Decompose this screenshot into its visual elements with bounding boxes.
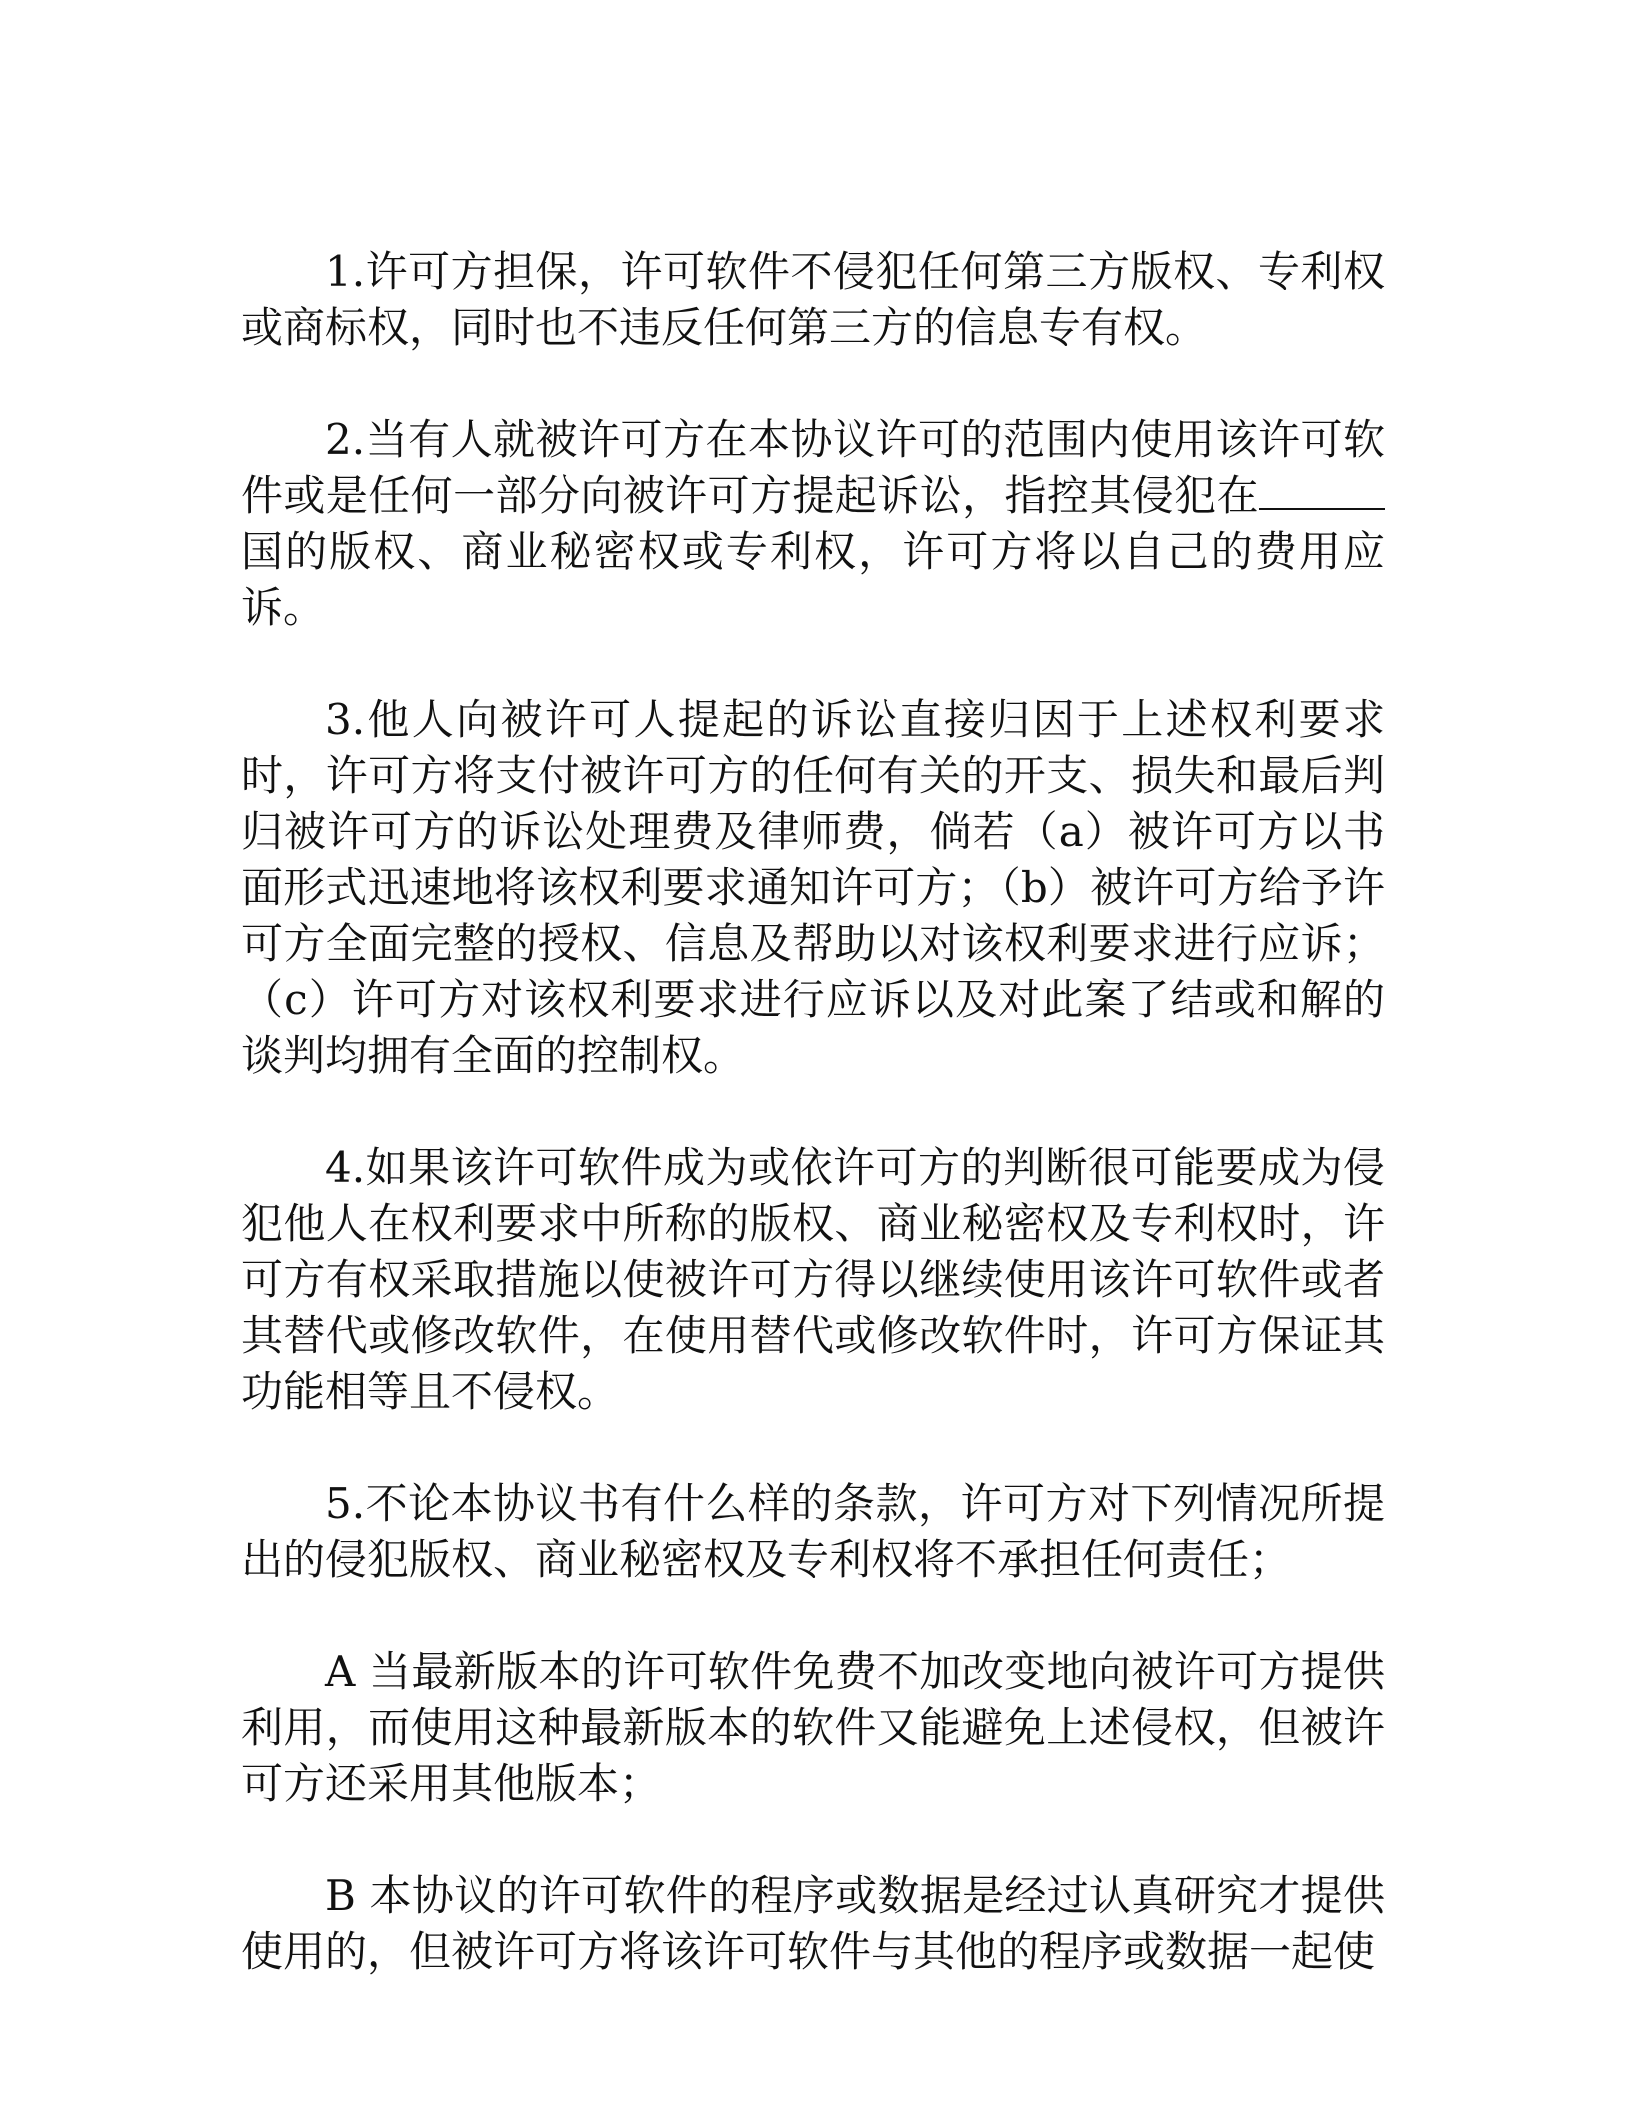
clause-2-text-before-blank: 2.当有人就被许可方在本协议许可的范围内使用该许可软件或是任何一部分向被许可方提起诉讼，指控其侵犯在 — [241, 415, 1385, 520]
clause-4-paragraph: 4.如果该许可软件成为或依许可方的判断很可能要成为侵犯他人在权利要求中所称的版权、商业秘密权及专利权时，许可方有权采取措施以使被许可方得以继续使用该许可软件或者其替代或修改软件，在使用替代或修改软件时，许可方保证其功能相等且不侵权。 — [241, 1143, 1385, 1416]
clause-5b-paragraph: B 本协议的许可软件的程序或数据是经过认真研究才提供使用的，但被许可方将该许可软件与其他的程序或数据一起使 — [241, 1871, 1385, 1976]
clause-2-paragraph — [241, 412, 1385, 636]
clause-5-paragraph: 5.不论本协议书有什么样的条款，许可方对下列情况所提出的侵犯版权、商业秘密权及专利权将不承担任何责任； — [241, 1479, 1385, 1584]
clause-3-paragraph: 3.他人向被许可人提起的诉讼直接归因于上述权利要求时，许可方将支付被许可方的任何有关的开支、损失和最后判归被许可方的诉讼处理费及律师费，倘若（a）被许可方以书面形式迅速地将该权利要求通知许可方；（b）被许可方给予许可方全面完整的授权、信息及帮助以对该权利要求进行应诉；（c）许可方对该权利要求进行应诉以及对此案了结或和解的谈判均拥有全面的控制权。 — [241, 695, 1385, 1080]
document-page — [241, 244, 1385, 1980]
clause-1-paragraph: 1.许可方担保，许可软件不侵犯任何第三方版权、专利权或商标权，同时也不违反任何第三方的信息专有权。 — [241, 247, 1385, 352]
clause-5a-paragraph: A 当最新版本的许可软件免费不加改变地向被许可方提供利用，而使用这种最新版本的软件又能避免上述侵权，但被许可方还采用其他版本； — [241, 1647, 1385, 1808]
fill-in-blank-line — [1259, 470, 1385, 510]
clause-2-text-after-blank: 国的版权、商业秘密权或专利权，许可方将以自己的费用应诉。 — [241, 527, 1385, 632]
